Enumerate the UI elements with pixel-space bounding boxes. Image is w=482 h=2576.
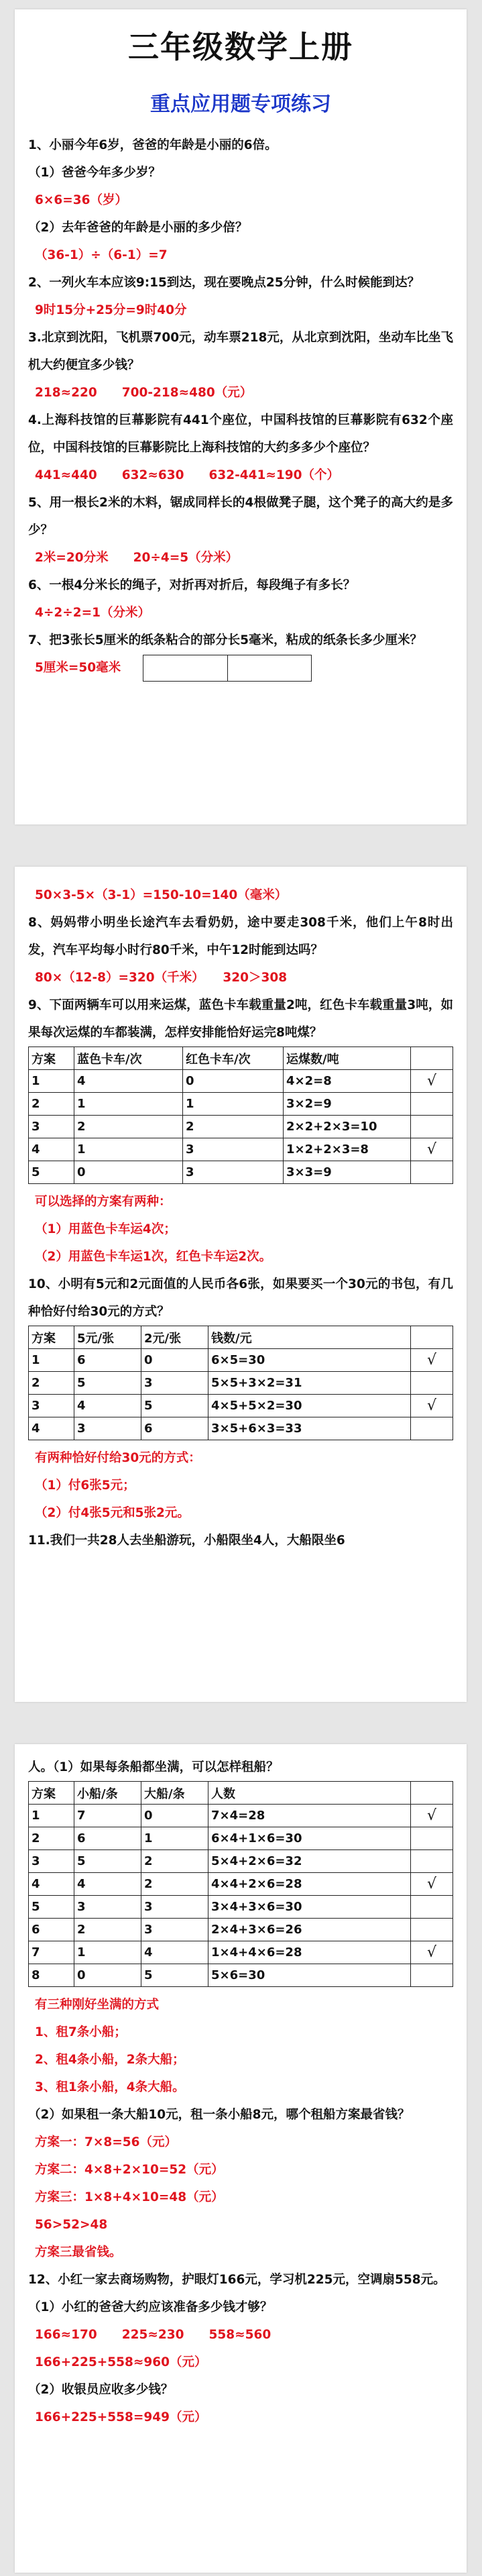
table-11-cell: 1: [29, 1805, 74, 1827]
page-subtitle: 重点应用题专项练习: [150, 93, 331, 116]
answer-10-option-2: （2）付4张5元和5张2元。: [35, 1506, 190, 1520]
answer-11-plan-2: 方案二：4×8+2×10=52（元）: [35, 2163, 224, 2177]
table-11-cell: 5: [29, 1896, 74, 1919]
table-11-header-cell: 小船/条: [74, 1782, 141, 1805]
answer-12-part-1-estimate: 166≈170 225≈230 558≈560: [35, 2328, 272, 2342]
table-11-check-cell: [411, 1919, 453, 1941]
table-11-check-cell: [411, 1896, 453, 1919]
answer-11-option-3: 3、租1条小船，4条大船。: [35, 2080, 185, 2094]
answer-11-option-2: 2、租4条小船，2条大船；: [35, 2053, 185, 2067]
table-10-row: [29, 1395, 453, 1417]
table-10-row: [29, 1372, 453, 1395]
table-11-cell: 2: [29, 1827, 74, 1850]
answer-3: 218≈220 700-218≈480（元）: [35, 386, 253, 400]
table-11-cell: 2: [74, 1919, 141, 1941]
table-10-check-cell: √: [411, 1349, 453, 1372]
question-4: 4.上海科技馆的巨幕影院有441个座位，中国科技馆的巨幕影院有632个座位，中国科技馆的巨幕影院比上海科技馆的大约多多少个座位？: [28, 413, 453, 455]
table-10-cell: 5×5+3×2=31: [208, 1372, 411, 1395]
table-10-check-cell: [411, 1372, 453, 1395]
table-11-check-cell: [411, 1850, 453, 1873]
answer-7-line: [28, 654, 453, 682]
table-10-cell: 4×5+5×2=30: [208, 1395, 411, 1417]
answer-7-continued: 50×3-5×（3-1）=150-10=140（毫米）: [35, 888, 288, 902]
table-10-row: [29, 1417, 453, 1440]
answer-11-intro: 有三种刚好坐满的方式: [35, 1998, 160, 2012]
table-9-cell: 1: [74, 1138, 183, 1161]
table-11-row: [29, 1850, 453, 1873]
answer-11-plan-1: 方案一：7×8=56（元）: [35, 2135, 177, 2149]
table-11-row: [29, 1873, 453, 1896]
table-11-cell: 4: [141, 1941, 208, 1964]
table-11-cell: 1: [141, 1827, 208, 1850]
question-9: 9、下面两辆车可以用来运煤，蓝色卡车载重量2吨，红色卡车载重量3吨，如果每次运煤的车都装满，怎样安排能恰好运完8吨煤？: [28, 998, 453, 1040]
table-9-cell: 1: [29, 1070, 74, 1093]
table-11-row: [29, 1964, 453, 1987]
table-11-cell: 3: [141, 1896, 208, 1919]
table-9-cell: 2×2+2×3=10: [284, 1116, 411, 1138]
table-9-cell: 5: [29, 1161, 74, 1184]
table-11-cell: 2: [141, 1850, 208, 1873]
table-10-row: [29, 1349, 453, 1372]
question-1: 1、小丽今年6岁，爸爸的年龄是小丽的6倍。: [28, 138, 278, 152]
table-9-header-cell: 红色卡车/次: [183, 1047, 284, 1070]
question-3: 3.北京到沈阳，飞机票700元，动车票218元，从北京到沈阳，坐动车比坐飞机大约便宜多少钱？: [28, 331, 453, 372]
table-9-check-cell: √: [411, 1070, 453, 1093]
page-title: 三年级数学上册: [128, 29, 353, 65]
table-11-row: [29, 1941, 453, 1964]
table-11-check-cell: √: [411, 1941, 453, 1964]
answer-9-intro: 可以选择的方案有两种：: [35, 1195, 172, 1209]
table-10-cell: 2: [29, 1372, 74, 1395]
question-7: [28, 627, 453, 654]
table-9-cell: 3: [183, 1138, 284, 1161]
table-9-row: [29, 1161, 453, 1184]
question-2: 2、一列火车本应该9:15到达，现在要晚点25分钟，什么时候能到达？: [28, 276, 420, 290]
table-9-cell: 4: [74, 1070, 183, 1093]
answer-11-option-1: 1、租7条小船；: [35, 2025, 127, 2039]
table-11-cell: 4×4+2×6=28: [208, 1873, 411, 1896]
table-10-cell: 1: [29, 1349, 74, 1372]
table-11-cell: 3: [141, 1919, 208, 1941]
answer-2: 9时15分+25分=9时40分: [35, 303, 187, 317]
table-9-cell: 4: [29, 1138, 74, 1161]
table-10-cell: 3×5+6×3=33: [208, 1417, 411, 1440]
table-10-cell: 6×5=30: [208, 1349, 411, 1372]
question-11-continued: 人。（1）如果每条船都坐满，可以怎样租船？: [28, 1760, 279, 1774]
table-11-row: [29, 1805, 453, 1827]
table-9-header-cell: 蓝色卡车/次: [74, 1047, 183, 1070]
table-10-cell: 4: [74, 1395, 141, 1417]
answer-4: 441≈440 632≈630 632-441≈190（个）: [35, 468, 340, 482]
question-12-part-2: （2）收银员应收多少钱？: [28, 2383, 174, 2397]
worksheet-page-1: [15, 9, 467, 824]
answer-9-option-2: （2）用蓝色卡车运1次，红色卡车运2次。: [35, 1250, 272, 1264]
worksheet-page-2: [15, 867, 467, 1702]
question-11: 11.我们一共28人去坐船游玩，小船限坐4人，大船限坐6: [28, 1534, 345, 1548]
table-10-header-cell: 2元/张: [141, 1326, 208, 1349]
table-9-cell: 2: [74, 1116, 183, 1138]
table-10: [28, 1326, 453, 1440]
answer-11-plan-3: 方案三：1×8+4×10=48（元）: [35, 2190, 224, 2204]
table-9: [28, 1046, 453, 1184]
table-10-cell: 3: [74, 1417, 141, 1440]
table-10-check-cell: √: [411, 1395, 453, 1417]
question-5: 5、用一根长2米的木料，锯成同样长的4根做凳子腿，这个凳子的高大约是多少？: [28, 496, 453, 537]
table-11-cell: 7: [29, 1941, 74, 1964]
table-11-cell: 6×4+1×6=30: [208, 1827, 411, 1850]
table-9-row: [29, 1070, 453, 1093]
table-10-header-cell: 5元/张: [74, 1326, 141, 1349]
table-11-cell: 0: [141, 1805, 208, 1827]
table-11-cell: 1: [74, 1941, 141, 1964]
table-9-cell: 1: [183, 1093, 284, 1116]
table-11-cell: 5: [141, 1964, 208, 1987]
worksheet-page-3: [15, 1744, 467, 2573]
paper-strip-diagram: [143, 655, 312, 682]
question-11-part-2: （2）如果租一条大船10元，租一条小船8元，哪个租船方案最省钱？: [28, 2108, 410, 2122]
table-11-cell: 6: [29, 1919, 74, 1941]
table-10-header-row: [29, 1326, 453, 1349]
table-11-header-cell: [411, 1782, 453, 1805]
question-1-part-2: （2）去年爸爸的年龄是小丽的多少倍？: [28, 221, 248, 235]
table-9-cell: 2: [29, 1093, 74, 1116]
table-11-header-cell: 人数: [208, 1782, 411, 1805]
table-11-check-cell: √: [411, 1873, 453, 1896]
answer-12-part-2: 166+225+558=949（元）: [35, 2410, 207, 2424]
answer-1-part-2: （36-1）÷（6-1）=7: [35, 248, 168, 262]
table-11-cell: 7×4=28: [208, 1805, 411, 1827]
answer-9-option-1: （1）用蓝色卡车运4次；: [35, 1222, 176, 1236]
table-9-header-cell: 运煤数/吨: [284, 1047, 411, 1070]
table-11-cell: 3×4+3×6=30: [208, 1896, 411, 1919]
table-10-header-cell: [411, 1326, 453, 1349]
answer-5: 2米=20分米 20÷4=5（分米）: [35, 551, 239, 565]
answer-12-part-1-sum: 166+225+558≈960（元）: [35, 2355, 207, 2369]
table-9-row: [29, 1116, 453, 1138]
table-11-cell: 6: [74, 1827, 141, 1850]
table-9-row: [29, 1138, 453, 1161]
table-11-cell: 1×4+4×6=28: [208, 1941, 411, 1964]
table-10-header-cell: 方案: [29, 1326, 74, 1349]
table-11-cell: 7: [74, 1805, 141, 1827]
table-11-row: [29, 1896, 453, 1919]
table-11-cell: 5×4+2×6=32: [208, 1850, 411, 1873]
answer-1-part-1: 6×6=36（岁）: [35, 193, 127, 207]
table-10-cell: 3: [141, 1372, 208, 1395]
table-9-cell: 3: [29, 1116, 74, 1138]
table-9-header-cell: 方案: [29, 1047, 74, 1070]
table-10-cell: 6: [74, 1349, 141, 1372]
table-9-cell: 0: [183, 1070, 284, 1093]
table-11-check-cell: [411, 1827, 453, 1850]
question-6: 6、一根4分米长的绳子，对折再对折后，每段绳子有多长？: [28, 578, 356, 592]
answer-11-conclusion: 方案三最省钱。: [35, 2245, 122, 2259]
table-10-header-cell: 钱数/元: [208, 1326, 411, 1349]
question-12: 12、小红一家去商场购物，护眼灯166元，学习机225元，空调扇558元。: [28, 2273, 446, 2287]
question-7-text: 7、把3张长5厘米的纸条粘合的部分长5毫米，粘成的纸条长多少厘米？: [28, 633, 422, 647]
table-9-check-cell: √: [411, 1138, 453, 1161]
table-10-cell: 4: [29, 1417, 74, 1440]
table-11-row: [29, 1919, 453, 1941]
table-9-cell: 0: [74, 1161, 183, 1184]
table-11-cell: 5×6=30: [208, 1964, 411, 1987]
table-11-cell: 3: [74, 1896, 141, 1919]
table-11-cell: 4: [29, 1873, 74, 1896]
table-11-row: [29, 1827, 453, 1850]
table-10-cell: 5: [141, 1395, 208, 1417]
table-10-check-cell: [411, 1417, 453, 1440]
table-9-header-cell: [411, 1047, 453, 1070]
table-11-cell: 8: [29, 1964, 74, 1987]
table-9-cell: 1×2+2×3=8: [284, 1138, 411, 1161]
table-9-check-cell: [411, 1161, 453, 1184]
question-1-part-1: （1）爸爸今年多少岁？: [28, 166, 161, 180]
table-11-cell: 0: [74, 1964, 141, 1987]
table-9-check-cell: [411, 1116, 453, 1138]
table-11-header-row: [29, 1782, 453, 1805]
table-9-cell: 1: [74, 1093, 183, 1116]
answer-7: 5厘米=50毫米: [35, 661, 121, 675]
table-11-check-cell: √: [411, 1805, 453, 1827]
table-10-cell: 5: [74, 1372, 141, 1395]
table-11-cell: 2: [141, 1873, 208, 1896]
question-12-part-1: （1）小红的爸爸大约应该准备多少钱才够？: [28, 2300, 273, 2314]
table-11-header-cell: 方案: [29, 1782, 74, 1805]
table-11-cell: 5: [74, 1850, 141, 1873]
table-11-header-cell: 大船/条: [141, 1782, 208, 1805]
table-11-cell: 3: [29, 1850, 74, 1873]
answer-10-intro: 有两种恰好付给30元的方式：: [35, 1451, 201, 1465]
answer-8: 80×（12-8）=320（千米） 320＞308: [35, 971, 288, 985]
table-9-cell: 3×2=9: [284, 1093, 411, 1116]
table-11-check-cell: [411, 1964, 453, 1987]
table-9-cell: 3×3=9: [284, 1161, 411, 1184]
table-11-cell: 2×4+3×6=26: [208, 1919, 411, 1941]
table-9-cell: 3: [183, 1161, 284, 1184]
table-10-cell: 6: [141, 1417, 208, 1440]
answer-10-option-1: （1）付6张5元；: [35, 1479, 135, 1493]
table-9-header-row: [29, 1047, 453, 1070]
table-9-cell: 2: [183, 1116, 284, 1138]
table-11: [28, 1781, 453, 1987]
question-8: 8、妈妈带小明坐长途汽车去看奶奶，途中要走308千米，他们上午8时出发，汽车平均每小时行80千米，中午12时能到达吗？: [28, 916, 453, 957]
answer-11-compare: 56>52>48: [35, 2218, 108, 2232]
question-10: 10、小明有5元和2元面值的人民币各6张，如果要买一个30元的书包，有几种恰好付给30元的方式？: [28, 1277, 453, 1319]
table-10-cell: 0: [141, 1349, 208, 1372]
table-9-check-cell: [411, 1093, 453, 1116]
table-11-cell: 4: [74, 1873, 141, 1896]
table-10-cell: 3: [29, 1395, 74, 1417]
table-9-row: [29, 1093, 453, 1116]
table-9-cell: 4×2=8: [284, 1070, 411, 1093]
answer-6: 4÷2÷2=1（分米）: [35, 606, 150, 620]
